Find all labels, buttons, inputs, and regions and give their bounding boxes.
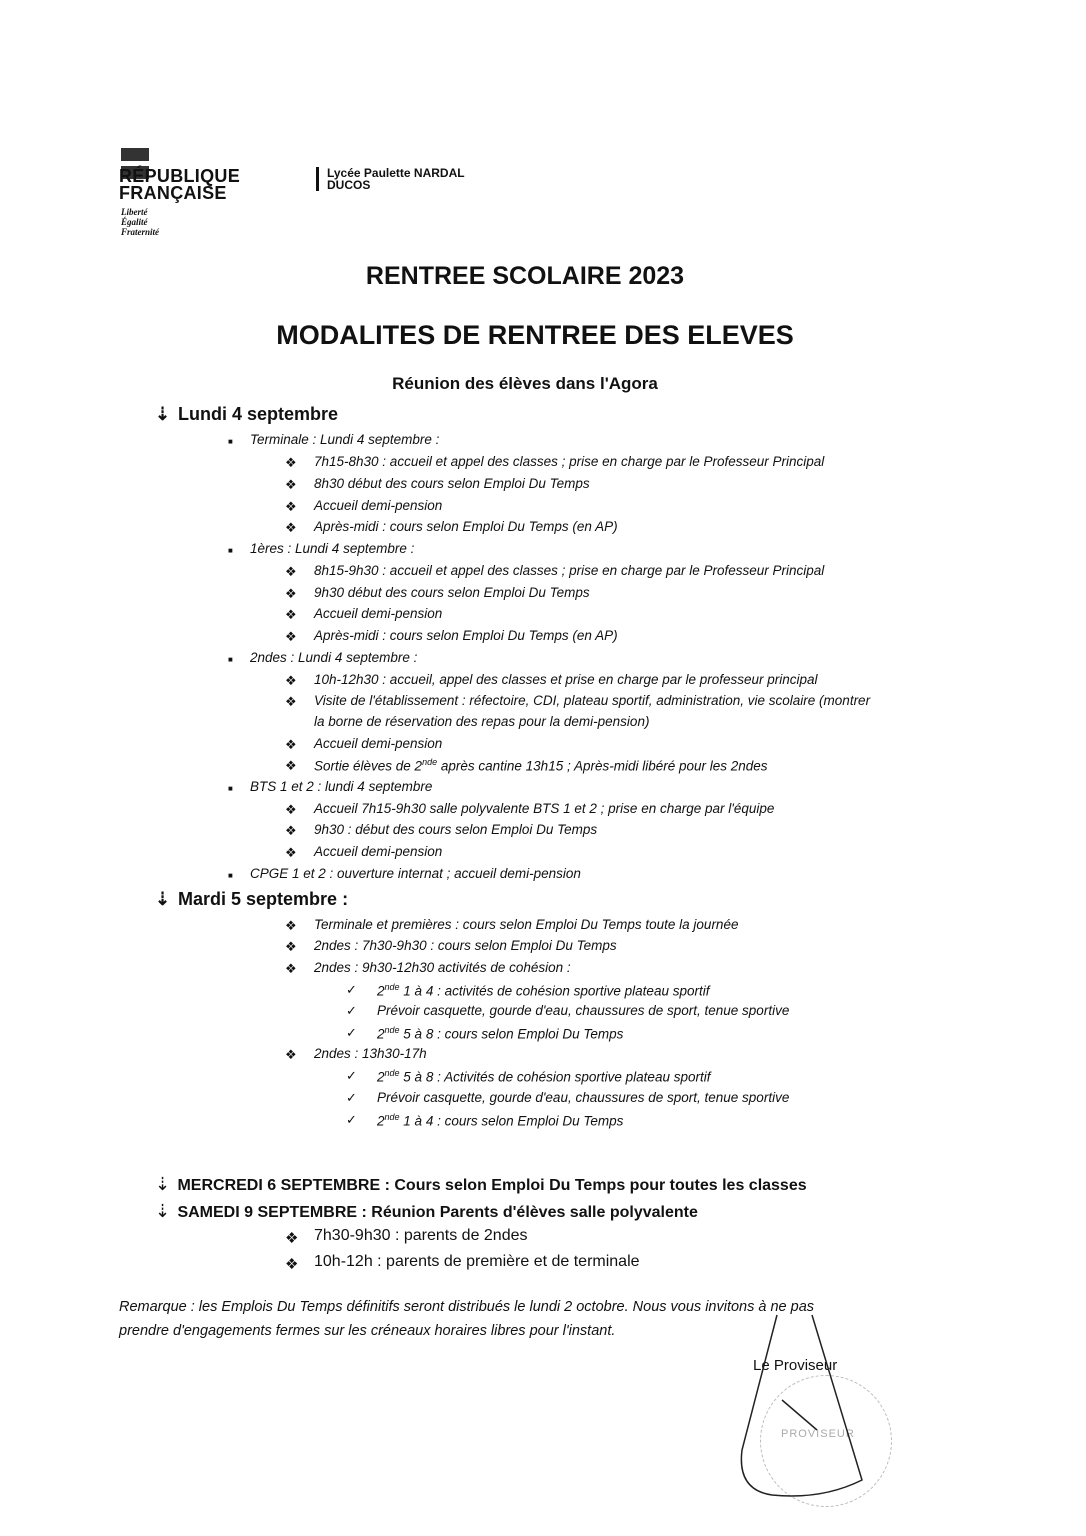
signature-title: Le Proviseur <box>753 1357 838 1374</box>
official-stamp: PROVISEUR <box>760 1375 892 1507</box>
diamond-bullet-icon: ❖ <box>285 629 297 644</box>
check-icon: ✓ <box>346 1112 357 1127</box>
square-bullet-icon: ■ <box>228 871 233 880</box>
list-item: Accueil demi-pension <box>314 498 443 513</box>
diamond-bullet-icon: ❖ <box>285 1047 297 1062</box>
list-item: 2ndes : 9h30-12h30 activités de cohésion : <box>314 960 571 975</box>
marianne-logo <box>121 148 181 161</box>
check-icon: ✓ <box>346 1003 357 1018</box>
list-item: Prévoir casquette, gourde d'eau, chaussures de sport, tenue sportive <box>377 1003 790 1018</box>
arrow-down-icon: ⇣ <box>155 1201 171 1221</box>
list-item: Sortie élèves de 2nde après cantine 13h15 ; Après-midi libéré pour les 2ndes <box>314 757 768 774</box>
list-item: 8h30 début des cours selon Emploi Du Temps <box>314 476 590 491</box>
list-item: 7h30-9h30 : parents de 2ndes <box>314 1227 528 1244</box>
list-item: 7h15-8h30 : accueil et appel des classes ; prise en charge par le Professeur Principal <box>314 454 825 469</box>
heading-mardi: ⇣ Mardi 5 septembre : <box>155 889 349 909</box>
diamond-bullet-icon: ❖ <box>285 607 297 622</box>
diamond-bullet-icon: ❖ <box>285 694 297 709</box>
section-subtitle: Réunion des élèves dans l'Agora <box>392 374 658 393</box>
diamond-bullet-icon: ❖ <box>285 939 297 954</box>
diamond-bullet-icon: ❖ <box>285 586 297 601</box>
arrow-down-icon: ⇣ <box>155 889 171 909</box>
list-item: Accueil demi-pension <box>314 606 443 621</box>
diamond-bullet-icon: ❖ <box>285 758 297 773</box>
heading-mercredi: ⇣ MERCREDI 6 SEPTEMBRE : Cours selon Emploi Du Temps pour toutes les classes <box>155 1174 807 1194</box>
square-bullet-icon: ■ <box>228 784 233 793</box>
list-item: Prévoir casquette, gourde d'eau, chaussures de sport, tenue sportive <box>377 1090 790 1105</box>
square-bullet-icon: ■ <box>228 546 233 555</box>
lycee-name: Lycée Paulette NARDAL DUCOS <box>316 167 465 191</box>
list-item: Après-midi : cours selon Emploi Du Temps (en AP) <box>314 628 618 643</box>
check-icon: ✓ <box>346 1090 357 1105</box>
list-item: 2nde 1 à 4 : cours selon Emploi Du Temps <box>377 1112 624 1129</box>
list-item: 9h30 début des cours selon Emploi Du Temps <box>314 585 590 600</box>
diamond-bullet-icon: ❖ <box>285 673 297 688</box>
list-item: Accueil 7h15-9h30 salle polyvalente BTS 1 et 2 ; prise en charge par l'équipe <box>314 801 775 816</box>
diamond-bullet-icon: ❖ <box>285 845 297 860</box>
group-terminale: Terminale : Lundi 4 septembre : <box>250 432 440 447</box>
list-item: 10h-12h : parents de première et de terminale <box>314 1253 640 1270</box>
list-item-continued: la borne de réservation des repas pour la demi-pension) <box>314 714 650 729</box>
check-icon: ✓ <box>346 982 357 997</box>
diamond-bullet-icon: ❖ <box>285 1230 299 1247</box>
square-bullet-icon: ■ <box>228 437 233 446</box>
group-premieres: 1ères : Lundi 4 septembre : <box>250 541 415 556</box>
heading-samedi: ⇣ SAMEDI 9 SEPTEMBRE : Réunion Parents d'élèves salle polyvalente <box>155 1201 698 1221</box>
list-item: Accueil demi-pension <box>314 844 443 859</box>
list-item: 2ndes : 7h30-9h30 : cours selon Emploi Du Temps <box>314 938 617 953</box>
arrow-down-icon: ⇣ <box>155 1174 171 1194</box>
group-bts: BTS 1 et 2 : lundi 4 septembre <box>250 779 433 794</box>
diamond-bullet-icon: ❖ <box>285 564 297 579</box>
list-item: 2nde 5 à 8 : cours selon Emploi Du Temps <box>377 1025 624 1042</box>
diamond-bullet-icon: ❖ <box>285 961 297 976</box>
devise: Liberté Égalité Fraternité <box>121 207 160 237</box>
diamond-bullet-icon: ❖ <box>285 499 297 514</box>
list-item: 2ndes : 13h30-17h <box>314 1046 427 1061</box>
group-cpge: CPGE 1 et 2 : ouverture internat ; accueil demi-pension <box>250 866 581 881</box>
list-item: 10h-12h30 : accueil, appel des classes et prise en charge par le professeur principal <box>314 672 818 687</box>
square-bullet-icon: ■ <box>228 655 233 664</box>
diamond-bullet-icon: ❖ <box>285 823 297 838</box>
heading-lundi: ⇣ Lundi 4 septembre <box>155 404 339 424</box>
diamond-bullet-icon: ❖ <box>285 1256 299 1273</box>
diamond-bullet-icon: ❖ <box>285 802 297 817</box>
page-subtitle: MODALITES DE RENTREE DES ELEVES <box>276 320 794 350</box>
diamond-bullet-icon: ❖ <box>285 477 297 492</box>
republique-francaise: RÉPUBLIQUE FRANÇAISE <box>119 166 241 203</box>
page-title: RENTREE SCOLAIRE 2023 <box>365 262 685 290</box>
diamond-bullet-icon: ❖ <box>285 737 297 752</box>
list-item: Visite de l'établissement : réfectoire, CDI, plateau sportif, administration, vie scolaire (montrer <box>314 693 871 708</box>
check-icon: ✓ <box>346 1068 357 1083</box>
remark: Remarque : les Emplois Du Temps définitifs seront distribués le lundi 2 octobre. Nous vous invitons à ne pas prendre d'engagements fermes sur les créneaux horaires libres pour l'instant. <box>119 1299 815 1339</box>
check-icon: ✓ <box>346 1025 357 1040</box>
diamond-bullet-icon: ❖ <box>285 520 297 535</box>
handwritten-signature <box>722 1300 902 1520</box>
list-item: 9h30 : début des cours selon Emploi Du Temps <box>314 822 598 837</box>
list-item: 2nde 1 à 4 : activités de cohésion sportive plateau sportif <box>377 982 710 999</box>
list-item: 8h15-9h30 : accueil et appel des classes ; prise en charge par le Professeur Principal <box>314 563 825 578</box>
list-item: 2nde 5 à 8 : Activités de cohésion sportive plateau sportif <box>377 1068 711 1085</box>
diamond-bullet-icon: ❖ <box>285 455 297 470</box>
group-secondes: 2ndes : Lundi 4 septembre : <box>250 650 418 665</box>
arrow-down-icon: ⇣ <box>155 404 171 424</box>
list-item: Terminale et premières : cours selon Emploi Du Temps toute la journée <box>314 917 739 932</box>
list-item: Après-midi : cours selon Emploi Du Temps (en AP) <box>314 519 618 534</box>
diamond-bullet-icon: ❖ <box>285 918 297 933</box>
list-item: Accueil demi-pension <box>314 736 443 751</box>
